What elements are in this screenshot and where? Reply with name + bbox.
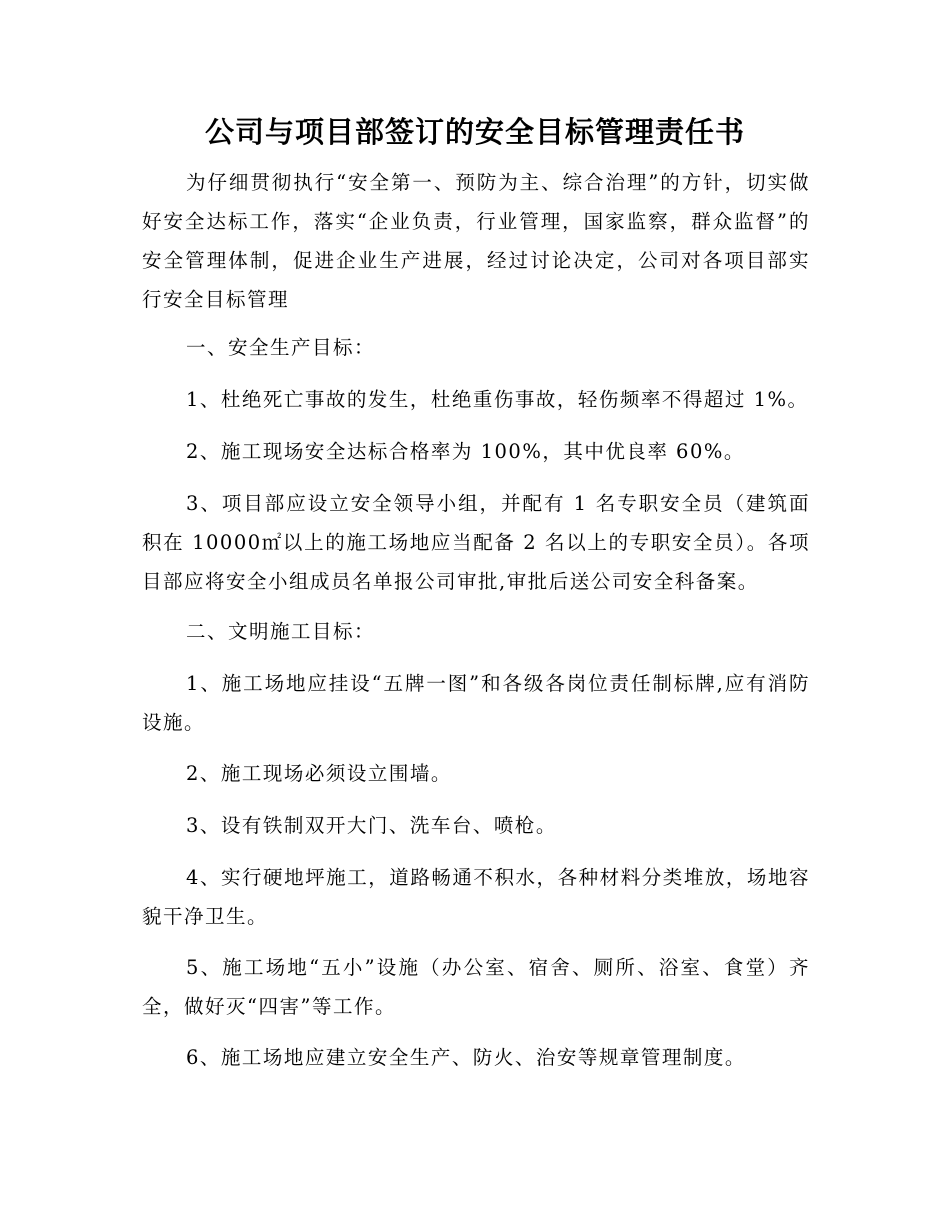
section-heading-safety: 一、安全生产目标： xyxy=(186,336,376,359)
list-item: 2、施工现场安全达标合格率为 100%，其中优良率 60%。 xyxy=(186,440,745,463)
list-item: 4、实行硬地坪施工，道路畅通不积水，各种材料分类堆放，场地容貌干净卫生。 xyxy=(142,866,810,928)
list-item: 3、项目部应设立安全领导小组，并配有 1 名专职安全员（建筑面积在 10000㎡以上的施工场地应当配备 2 名以上的专职安全员）。各项目部应将安全小组成员名单报公司审批,审批后送公司安全科备案。 xyxy=(142,492,810,593)
intro-paragraph: 为仔细贯彻执行“安全第一、预防为主、综合治理”的方针，切实做好安全达标工作，落实“企业负责，行业管理，国家监察，群众监督”的安全管理体制，促进企业生产进展，经过讨论决定，公司对各项目部实行安全目标管理 xyxy=(142,171,810,311)
list-item: 6、施工场地应建立安全生产、防火、治安等规章管理制度。 xyxy=(186,1046,746,1069)
section-heading-civilized-construction: 二、文明施工目标： xyxy=(186,620,376,643)
list-item: 3、设有铁制双开大门、洗车台、喷枪。 xyxy=(186,814,557,837)
list-item: 1、杜绝死亡事故的发生，杜绝重伤事故，轻伤频率不得超过 1%。 xyxy=(186,388,809,411)
list-item: 2、施工现场必须设立围墙。 xyxy=(186,762,452,785)
list-item: 1、施工场地应挂设“五牌一图”和各级各岗位责任制标牌,应有消防设施。 xyxy=(142,672,810,734)
list-item: 5、施工场地“五小”设施（办公室、宿舍、厕所、浴室、食堂）齐全，做好灭“四害”等工作。 xyxy=(142,956,810,1018)
document-title: 公司与项目部签订的安全目标管理责任书 xyxy=(204,115,745,149)
